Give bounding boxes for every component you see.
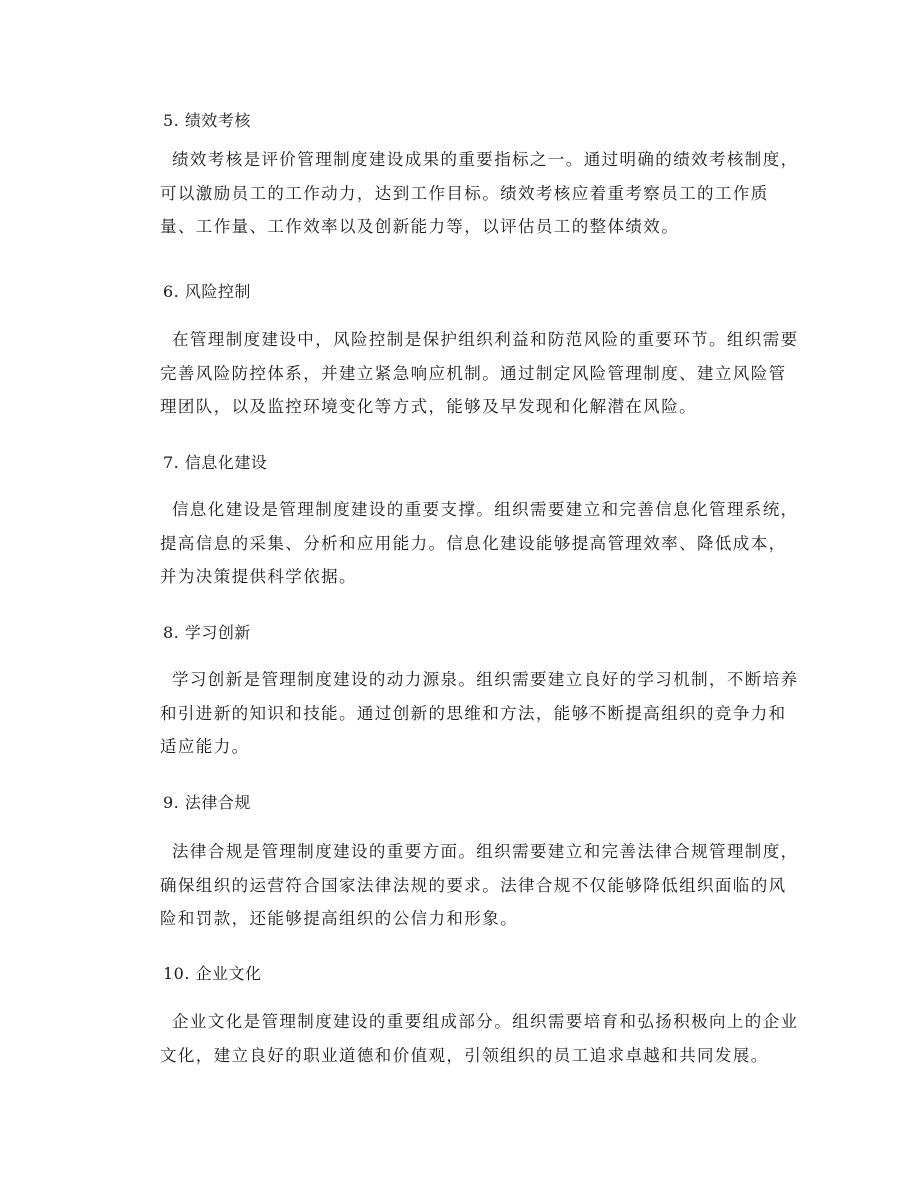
section-body-risk-control: 在管理制度建设中，风险控制是保护组织利益和防范风险的重要环节。组织需要完善风险防控体系，并建立紧急响应机制。通过制定风险管理制度、建立风险管理团队，以及监控环境变化等方式，能够及早发现和化解潜在风险。 [160,330,799,416]
section-body-informatization: 信息化建设是管理制度建设的重要支撑。组织需要建立和完善信息化管理系统，提高信息的采集、分析和应用能力。信息化建设能够提高管理效率、降低成本，并为决策提供科学依据。 [160,500,799,586]
section-heading-informatization: 7. 信息化建设 [163,453,268,472]
section-heading-learning-innovation: 8. 学习创新 [163,623,251,642]
section-heading-legal-compliance: 9. 法律合规 [163,793,251,812]
section-body-corporate-culture: 企业文化是管理制度建设的重要组成部分。组织需要培育和弘扬积极向上的企业文化，建立良好的职业道德和价值观，引领组织的员工追求卓越和共同发展。 [160,1012,799,1065]
section-body-learning-innovation: 学习创新是管理制度建设的动力源泉。组织需要建立良好的学习机制，不断培养和引进新的知识和技能。通过创新的思维和方法，能够不断提高组织的竞争力和适应能力。 [160,670,799,756]
section-heading-corporate-culture: 10. 企业文化 [163,964,262,983]
section-body-legal-compliance: 法律合规是管理制度建设的重要方面。组织需要建立和完善法律合规管理制度，确保组织的运营符合国家法律法规的要求。法律合规不仅能够降低组织面临的风险和罚款，还能够提高组织的公信力和形象。 [160,842,799,928]
section-heading-performance: 5. 绩效考核 [163,111,251,130]
watermark: www.zixin.com.cn [330,553,794,611]
section-heading-risk-control: 6. 风险控制 [163,282,251,301]
section-body-performance: 绩效考核是评价管理制度建设成果的重要指标之一。通过明确的绩效考核制度，可以激励员工的工作动力，达到工作目标。绩效考核应着重考察员工的工作质量、工作量、工作效率以及创新能力等，以评估员工的整体绩效。 [160,150,799,236]
